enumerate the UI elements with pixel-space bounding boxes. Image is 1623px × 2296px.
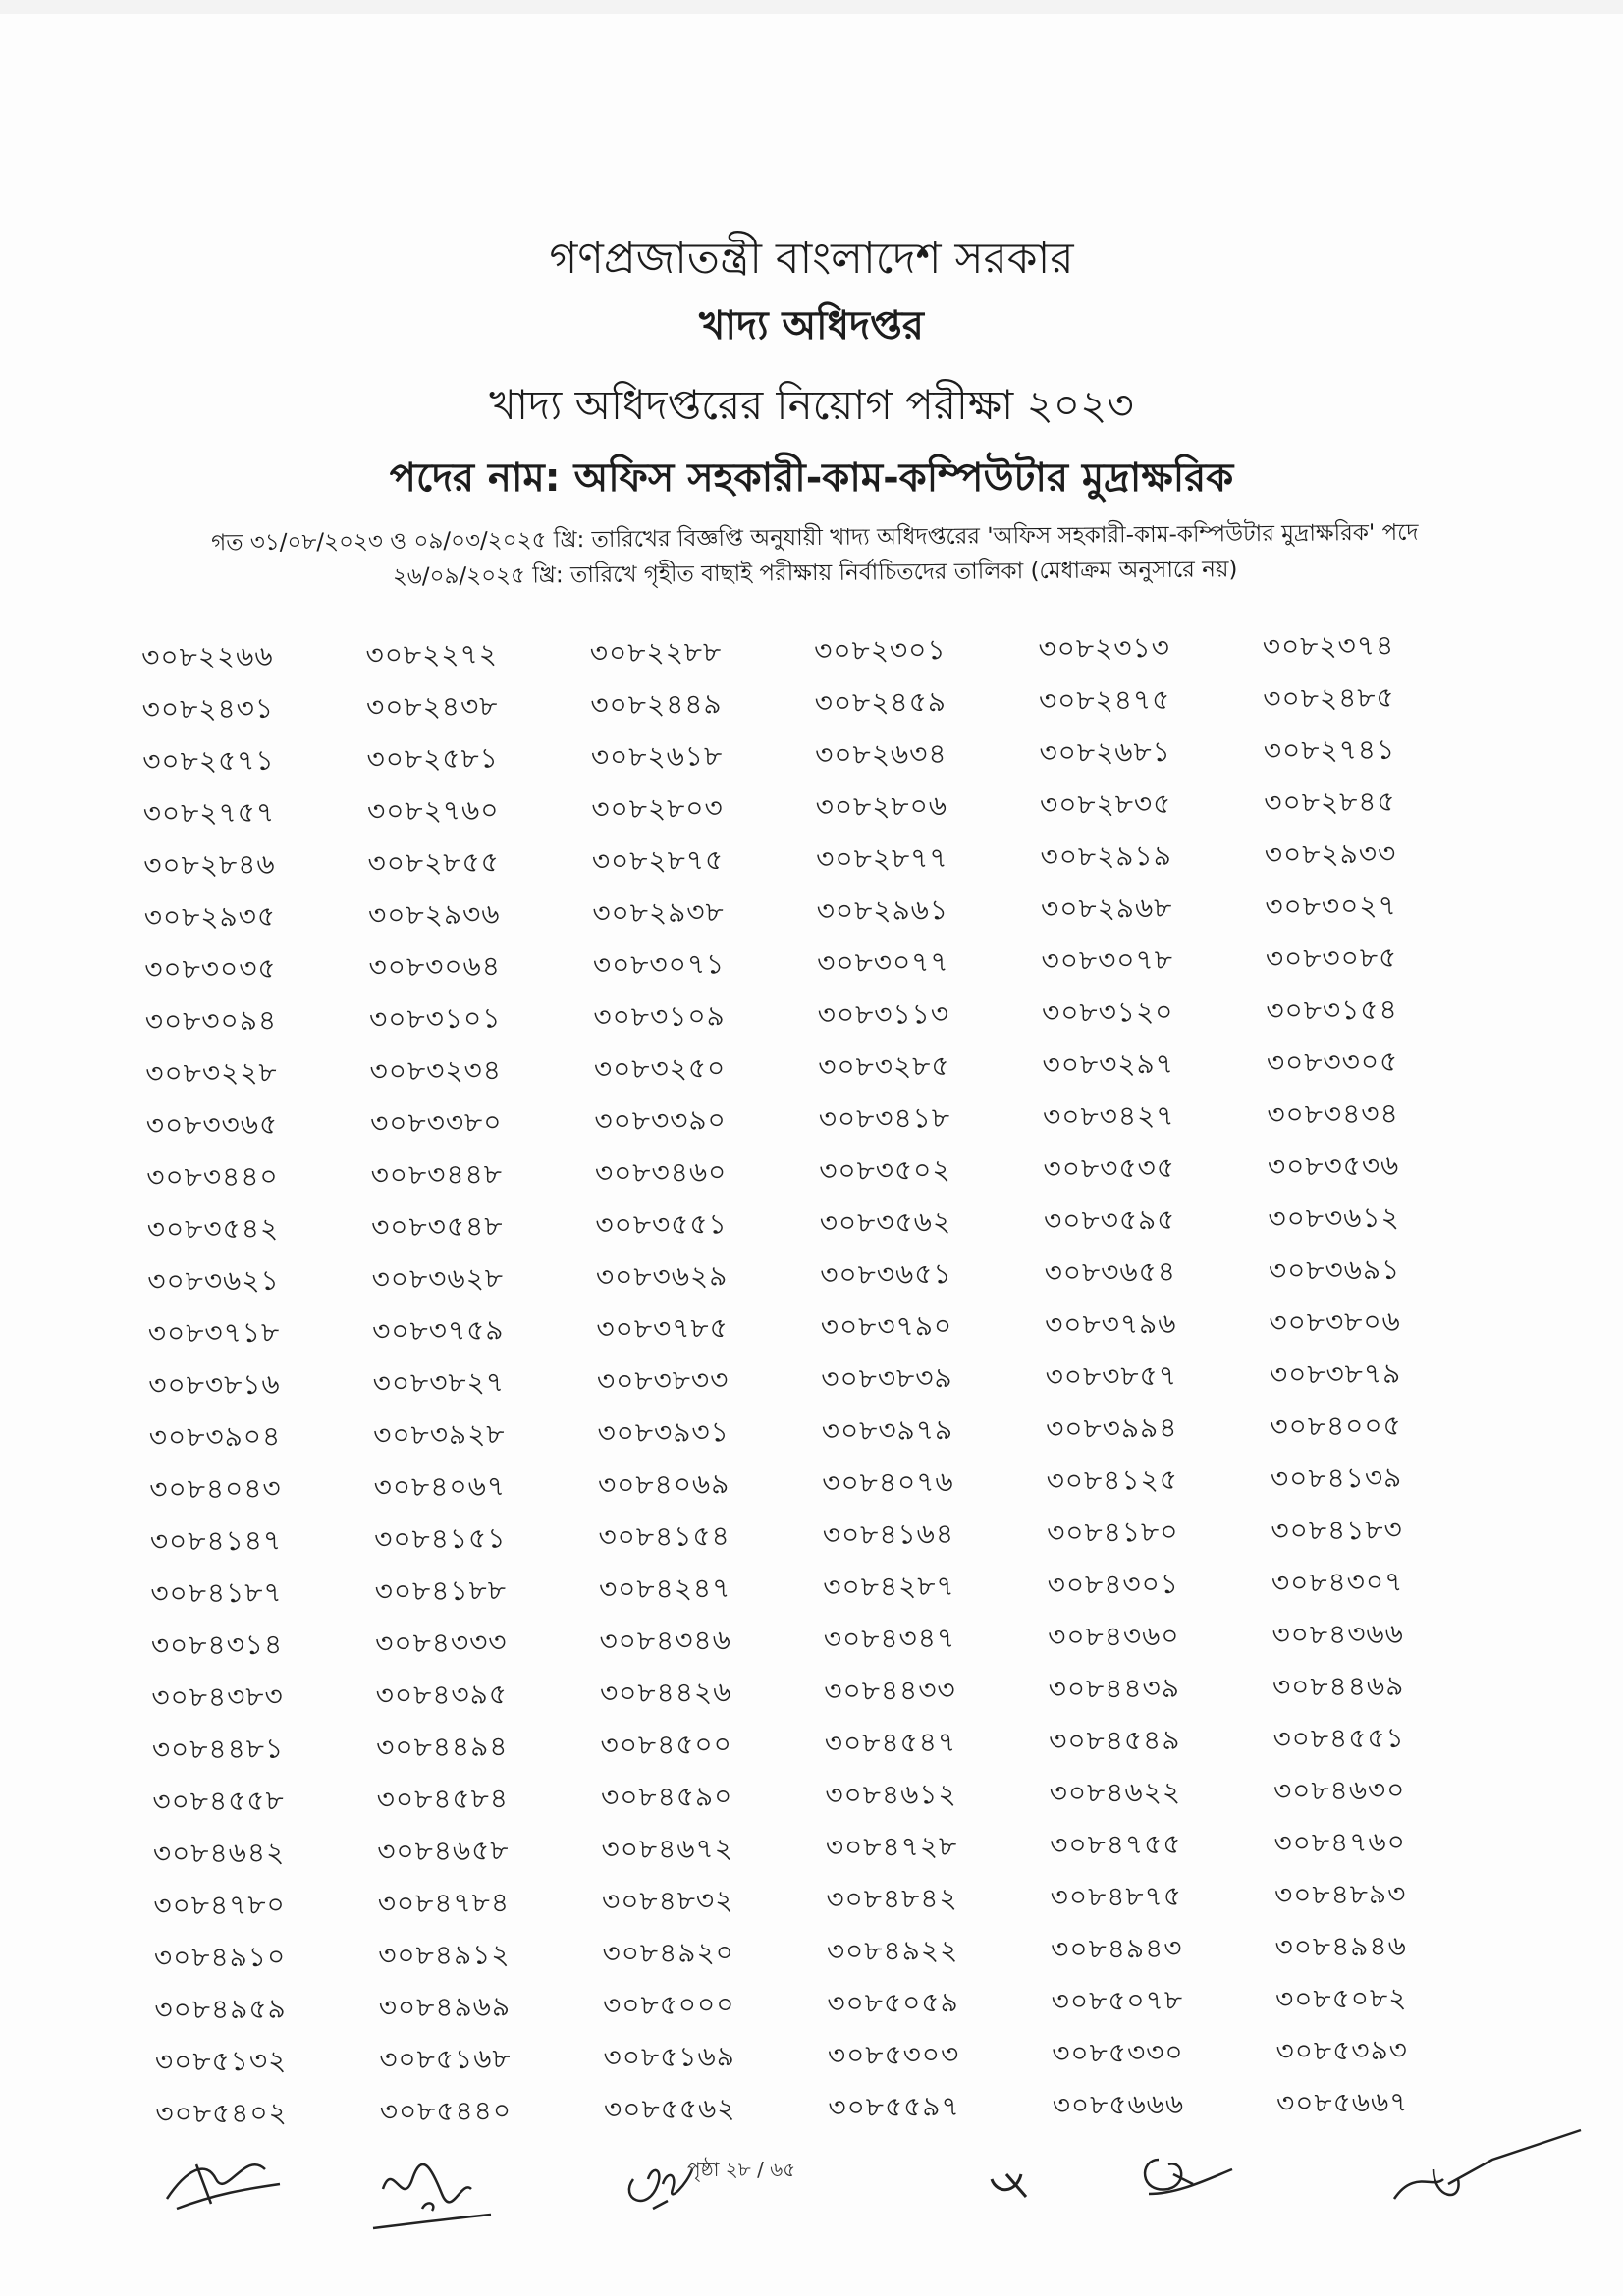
roll-number: ৩০৮৪৫৫৮ xyxy=(152,1784,285,1818)
roll-number: ৩০৮৩৮৫৭ xyxy=(1045,1359,1178,1394)
roll-number: ৩০৮২৮৪৫ xyxy=(1264,784,1396,819)
roll-number: ৩০৮৩৪৬০ xyxy=(594,1155,728,1190)
roll-number: ৩০৮২৯৩৮ xyxy=(592,895,725,930)
roll-number: ৩০৮৩৮০৬ xyxy=(1269,1305,1401,1339)
roll-number: ৩০৮৪৭৫৫ xyxy=(1050,1827,1182,1862)
roll-number: ৩০৮৪৫৪৯ xyxy=(1049,1723,1181,1758)
roll-number: ৩০৮৪১৮৭ xyxy=(150,1575,283,1610)
roll-number: ৩০৮৩৪১৮ xyxy=(818,1101,951,1136)
roll-number: ৩০৮২২৮৮ xyxy=(589,635,723,669)
roll-number: ৩০৮৩৭৯৬ xyxy=(1044,1307,1177,1342)
roll-number: ৩০৮৫৩৩০ xyxy=(1052,2035,1184,2070)
roll-number: ৩০৮২৯১৯ xyxy=(1040,838,1172,874)
roll-number: ৩০৮৫০৮২ xyxy=(1274,1981,1408,2015)
roll-number: ৩০৮৪১৬৪ xyxy=(822,1518,955,1552)
roll-number: ৩০৮৪৩৩৩ xyxy=(375,1626,508,1660)
signature-5 xyxy=(1375,2110,1600,2218)
roll-number: ৩০৮৩৬২১ xyxy=(147,1263,280,1298)
roll-number: ৩০৮৪৯৪৩ xyxy=(1051,1931,1183,1966)
signature-1 xyxy=(157,2140,295,2218)
roll-number: ৩০৮২৮৩৫ xyxy=(1039,786,1172,822)
roll-number: ৩০৮৪৭৮০ xyxy=(153,1888,286,1922)
roll-number: ৩০৮৪১২৫ xyxy=(1046,1463,1179,1498)
roll-number: ৩০৮৪৪৩৩ xyxy=(824,1674,956,1708)
roll-number: ৩০৮৩৪৪০ xyxy=(146,1159,279,1194)
roll-number: ৩০৮৪২৪৭ xyxy=(598,1572,731,1606)
roll-number: ৩০৮৫৩৯৩ xyxy=(1275,2033,1409,2067)
notice-text: গত ৩১/০৮/২০২৩ ও ০৯/০৩/২০২৫ খ্রি: তারিখের বিজ্ঞপ্তি অনুযায়ী খাদ্য অধিদপ্তরের 'অফিস সহকারী-কাম-কম্পিউটার মুদ্রাক্ষরিক' পদে ২৬/০৯/২০২৫ খ্রি: তারিখে গৃহীত বাছাই পরীক্ষায় নির্বাচিতদের তালিকা (মেধাক্রম অনুসারে নয়) xyxy=(211,519,1419,590)
roll-number: ৩০৮৩৭৫৯ xyxy=(371,1313,505,1348)
roll-number: ৩০৮৩২৫০ xyxy=(593,1051,727,1086)
roll-number: ৩০৮৪৭৬০ xyxy=(1273,1825,1407,1859)
roll-number: ৩০৮৫৩০৩ xyxy=(827,2038,960,2072)
roll-number: ৩০৮৪৬৭২ xyxy=(601,1832,734,1866)
roll-number: ৩০৮৩৯২৮ xyxy=(372,1417,506,1452)
roll-number: ৩০৮৩১৫৪ xyxy=(1266,992,1398,1027)
roll-number: ৩০৮৩০৭৮ xyxy=(1041,942,1174,978)
roll-number: ৩০৮৪৬১২ xyxy=(825,1778,957,1812)
page-number: পৃষ্ঠা ২৮ / ৬৫ xyxy=(687,2158,796,2181)
roll-number: ৩০৮৪৬৪২ xyxy=(152,1836,286,1870)
roll-number: ৩০৮২৯৩৫ xyxy=(143,899,277,934)
roll-number: ৩০৮৪১৩৯ xyxy=(1270,1461,1403,1495)
roll-number: ৩০৮৫৪০২ xyxy=(155,2096,288,2130)
roll-number: ৩০৮৩৮৩৩ xyxy=(596,1363,730,1398)
roll-number: ৩০৮৩২৯৭ xyxy=(1042,1046,1175,1082)
roll-number: ৩০৮৪৯৬৯ xyxy=(378,1990,512,2024)
roll-number: ৩০৮২৫৭১ xyxy=(142,743,275,777)
exam-title: খাদ্য অধিদপ্তরের নিয়োগ পরীক্ষা ২০২৩ xyxy=(489,381,1134,429)
roll-number: ৩০৮৪৪৬৯ xyxy=(1271,1669,1405,1703)
roll-number: ৩০৮৩৪৪৮ xyxy=(370,1157,504,1192)
roll-number: ৩০৮২৬৮১ xyxy=(1039,734,1172,770)
roll-number: ৩০৮৪৯১০ xyxy=(153,1940,287,1974)
roll-number: ৩০৮৩৩৯০ xyxy=(594,1103,727,1138)
roll-number: ৩০৮৪০০৫ xyxy=(1270,1409,1402,1443)
roll-number: ৩০৮২৮৭৫ xyxy=(591,843,725,878)
roll-number: ৩০৮৪৪৮১ xyxy=(151,1732,285,1766)
roll-number: ৩০৮৪৩০৭ xyxy=(1271,1565,1404,1599)
roll-number: ৩০৮২৫৮১ xyxy=(366,741,499,775)
roll-number: ৩০৮৪৯৪৬ xyxy=(1274,1929,1407,1963)
roll-number: ৩০৮৩৯০৪ xyxy=(148,1419,282,1454)
roll-number: ৩০৮৩১০৯ xyxy=(593,999,726,1034)
roll-number: ৩০৮৪৭৮৪ xyxy=(377,1886,511,1920)
roll-number: ৩০৮৪৮৭৫ xyxy=(1050,1879,1183,1914)
roll-number: ৩০৮৪০৭৬ xyxy=(822,1466,954,1500)
roll-number: ৩০৮২৮৭৭ xyxy=(816,841,948,876)
roll-number: ৩০৮৪২৮৭ xyxy=(823,1570,955,1604)
roll-number: ৩০৮৩৫৫১ xyxy=(595,1207,728,1242)
roll-number: ৩০৮৪১৮৮ xyxy=(374,1574,508,1608)
roll-number: ৩০৮৩৫০২ xyxy=(819,1153,951,1188)
roll-number: ৩০৮৩২৮৫ xyxy=(818,1049,950,1084)
roll-number: ৩০৮৩২৩৪ xyxy=(369,1053,503,1088)
roll-number: ৩০৮৩৩৮০ xyxy=(369,1105,503,1140)
roll-number: ৩০৮৪১৫১ xyxy=(374,1522,507,1556)
roll-number: ৩০৮৩০৭৭ xyxy=(817,945,949,980)
roll-number: ৩০৮৩৯৩১ xyxy=(597,1415,730,1450)
roll-number: ৩০৮২৯৬১ xyxy=(816,893,949,928)
roll-number: ৩০৮৩৯৭৯ xyxy=(821,1414,954,1448)
roll-number: ৩০৮৪০৪৩ xyxy=(149,1471,282,1506)
roll-number: ৩০৮৪৫৪৭ xyxy=(824,1726,957,1760)
roll-number: ৩০৮৫৫৯৭ xyxy=(828,2090,960,2124)
roll-number: ৩০৮৩৬২৮ xyxy=(371,1261,505,1296)
roll-number: ৩০৮৪৩৬৬ xyxy=(1271,1617,1405,1651)
roll-number: ৩০৮৫৫৬২ xyxy=(603,2092,736,2126)
roll-number: ৩০৮৪৫৮৪ xyxy=(376,1782,510,1816)
roll-number: ৩০৮২৮০৬ xyxy=(815,789,948,824)
roll-number: ৩০৮৫১৬৯ xyxy=(603,2040,736,2074)
roll-number: ৩০৮৩০৮৫ xyxy=(1265,940,1398,975)
roll-number: ৩০৮২৬৩৪ xyxy=(815,737,947,772)
roll-number: ৩০৮৩৫৬২ xyxy=(819,1205,952,1240)
roll-number: ৩০৮৩৬৫৪ xyxy=(1044,1255,1177,1290)
roll-number: ৩০৮৩১২০ xyxy=(1041,994,1174,1030)
roll-number: ৩০৮৪৯১২ xyxy=(378,1938,511,1972)
roll-number: ৩০৮২৯৩৩ xyxy=(1264,836,1397,871)
roll-number: ৩০৮২৩০১ xyxy=(814,633,947,667)
roll-number: ৩০৮৪৬৫৮ xyxy=(377,1834,510,1868)
roll-number: ৩০৮৩০৬৪ xyxy=(368,949,502,984)
roll-number: ৩০৮৩৬২৯ xyxy=(595,1259,729,1294)
roll-number: ৩০৮৫১৬৮ xyxy=(379,2042,512,2076)
roll-number: ৩০৮৪৩৪৭ xyxy=(823,1622,956,1656)
roll-number: ৩০৮৪৯২০ xyxy=(602,1936,735,1970)
roll-number: ৩০৮৪৩৬০ xyxy=(1048,1619,1180,1654)
roll-number: ৩০৮৪৯৫৯ xyxy=(154,1992,287,2026)
roll-number: ৩০৮৪৬৩০ xyxy=(1272,1773,1406,1807)
roll-number: ৩০৮৩৪৩৪ xyxy=(1267,1096,1399,1131)
roll-number: ৩০৮৩৭৯০ xyxy=(820,1309,953,1344)
roll-number: ৩০৮৪৫০০ xyxy=(600,1728,733,1762)
roll-number: ৩০৮২৪৪৯ xyxy=(590,687,723,721)
roll-number: ৩০৮৪৫৫১ xyxy=(1272,1721,1405,1755)
roll-number: ৩০৮৩৬৯১ xyxy=(1268,1253,1401,1287)
roll-number: ৩০৮৩৫৪২ xyxy=(146,1211,280,1246)
roll-number: ৩০৮৪৪৩৯ xyxy=(1048,1671,1181,1706)
roll-number: ৩০৮৩৪২৭ xyxy=(1042,1098,1175,1134)
roll-number: ৩০৮৪৩৯৫ xyxy=(375,1678,509,1712)
roll-number: ৩০৮৪৩১৪ xyxy=(150,1628,284,1662)
roll-number: ৩০৮৫৪৪০ xyxy=(379,2094,513,2128)
roll-number: ৩০৮২৩৭৪ xyxy=(1262,628,1395,664)
roll-number: ৩০৮৩০৯৪ xyxy=(144,1003,278,1038)
roll-number: ৩০৮৩০২৭ xyxy=(1265,888,1397,923)
roll-number: ৩০৮৪৮৩২ xyxy=(601,1884,734,1918)
roll-number: ৩০৮২৮৫৫ xyxy=(367,845,501,880)
post-title: পদের নাম: অফিস সহকারী-কাম-কম্পিউটার মুদ্রাক্ষরিক xyxy=(389,455,1234,501)
roll-number: ৩০৮৪৬২২ xyxy=(1049,1775,1182,1810)
roll-number: ৩০৮২৯৩৬ xyxy=(367,897,501,932)
roll-number: ৩০৮৪১৮০ xyxy=(1046,1515,1179,1550)
roll-number: ৩০৮৩৩০৫ xyxy=(1266,1044,1399,1079)
roll-number: ৩০৮৪৮৪২ xyxy=(826,1882,958,1916)
roll-number: ৩০৮৫৬৬৬ xyxy=(1052,2087,1185,2122)
roll-number: ৩০৮৪৪৯৪ xyxy=(376,1730,509,1764)
roll-number: ৩০৮২৪৩৮ xyxy=(365,689,499,723)
roll-number: ৩০৮৫১৩২ xyxy=(154,2044,288,2078)
roll-number: ৩০৮৩১০১ xyxy=(368,1001,502,1036)
roll-number: ৩০৮৩৩৬৫ xyxy=(145,1107,279,1142)
government-title: গণপ্রজাতন্ত্রী বাংলাদেশ সরকার xyxy=(549,234,1074,284)
roll-number: ৩০৮৪৩৪৬ xyxy=(599,1624,732,1658)
roll-number: ৩০৮৩৮৩৯ xyxy=(821,1362,953,1396)
roll-number: ৩০৮২৪৫৯ xyxy=(814,685,947,720)
roll-number: ৩০৮২৮৪৬ xyxy=(143,847,276,881)
roll-number: ৩০৮৪৪২৬ xyxy=(599,1676,732,1710)
roll-number: ৩০৮৩০৭১ xyxy=(592,947,726,982)
roll-number: ৩০৮৩১১৩ xyxy=(817,997,950,1032)
roll-number: ৩০৮২৪৩১ xyxy=(141,691,275,725)
roll-number: ৩০৮৩৫৩৬ xyxy=(1267,1148,1400,1183)
roll-number: ৩০৮৪৮৯৩ xyxy=(1273,1877,1407,1911)
roll-number: ৩০৮৪১৪৭ xyxy=(149,1523,283,1558)
scan-edge xyxy=(0,0,1623,14)
roll-number: ৩০৮৩৮২৭ xyxy=(372,1365,506,1400)
roll-number: ৩০৮২৭৬০ xyxy=(366,793,500,828)
roll-number: ৩০৮৩৬৫১ xyxy=(820,1257,952,1292)
roll-number-grid xyxy=(137,623,1497,2138)
roll-number: ৩০৮৩২২৮ xyxy=(145,1055,278,1090)
roll-number: ৩০৮৩৯৯৪ xyxy=(1045,1411,1178,1446)
roll-number: ৩০৮৪৩০১ xyxy=(1047,1567,1180,1602)
signature-4 xyxy=(1129,2140,1247,2218)
roll-number: ৩০৮৩৬১২ xyxy=(1268,1201,1400,1235)
roll-number: ৩০৮৫০৭৮ xyxy=(1051,1983,1184,2018)
roll-number: ৩০৮৩৫৪৮ xyxy=(370,1209,504,1244)
roll-number: ৩০৮৩৭৮৫ xyxy=(596,1311,729,1346)
roll-number: ৩০৮৫০৫৯ xyxy=(827,1986,959,2020)
roll-number: ৩০৮৫০০০ xyxy=(602,1988,735,2022)
roll-number: ৩০৮২৭৫৭ xyxy=(142,795,276,829)
roll-number: ৩০৮৩৫৩৫ xyxy=(1043,1150,1176,1186)
roll-number: ৩০৮২২৬৬ xyxy=(141,639,274,673)
roll-number: ৩০৮৪৫৯০ xyxy=(600,1780,733,1814)
roll-number: ৩০৮৪৭২৮ xyxy=(825,1830,958,1864)
roll-number: ৩০৮৪০৬৯ xyxy=(597,1468,730,1502)
initial-mark xyxy=(982,2150,1041,2209)
roll-number: ৩০৮২৩১৩ xyxy=(1038,630,1171,666)
roll-number: ৩০৮২৪৭৫ xyxy=(1038,682,1171,718)
roll-number: ৩০৮২৭৪১ xyxy=(1263,732,1396,767)
roll-number: ৩০৮৩৫৯৫ xyxy=(1043,1202,1176,1238)
roll-number: ৩০৮৪১৫৪ xyxy=(598,1520,730,1554)
roll-number: ৩০৮৩৭১৮ xyxy=(147,1315,281,1350)
roll-number: ৩০৮৩৮১৬ xyxy=(148,1367,281,1402)
roll-number: ৩০৮২৮০৩ xyxy=(591,791,724,826)
roll-number: ৩০৮৩৮৭৯ xyxy=(1269,1357,1402,1391)
roll-number: ৩০৮৫৬৬৭ xyxy=(1275,2085,1409,2119)
roll-number: ৩০৮২৬১৮ xyxy=(590,739,724,774)
roll-number: ৩০৮৪৩৮৩ xyxy=(151,1680,284,1714)
roll-number: ৩০৮৩০৩৫ xyxy=(144,951,277,986)
roll-number: ৩০৮২৪৮৫ xyxy=(1263,680,1395,715)
roll-number: ৩০৮২৯৬৮ xyxy=(1040,890,1173,926)
roll-number: ৩০৮২২৭২ xyxy=(365,637,499,671)
roll-number: ৩০৮৪৯২২ xyxy=(826,1934,959,1968)
department-title: খাদ্য অধিদপ্তর xyxy=(699,303,924,348)
roll-number: ৩০৮৪০৬৭ xyxy=(373,1469,507,1504)
roll-number: ৩০৮৪১৮৩ xyxy=(1271,1513,1403,1547)
signature-2 xyxy=(363,2150,501,2238)
